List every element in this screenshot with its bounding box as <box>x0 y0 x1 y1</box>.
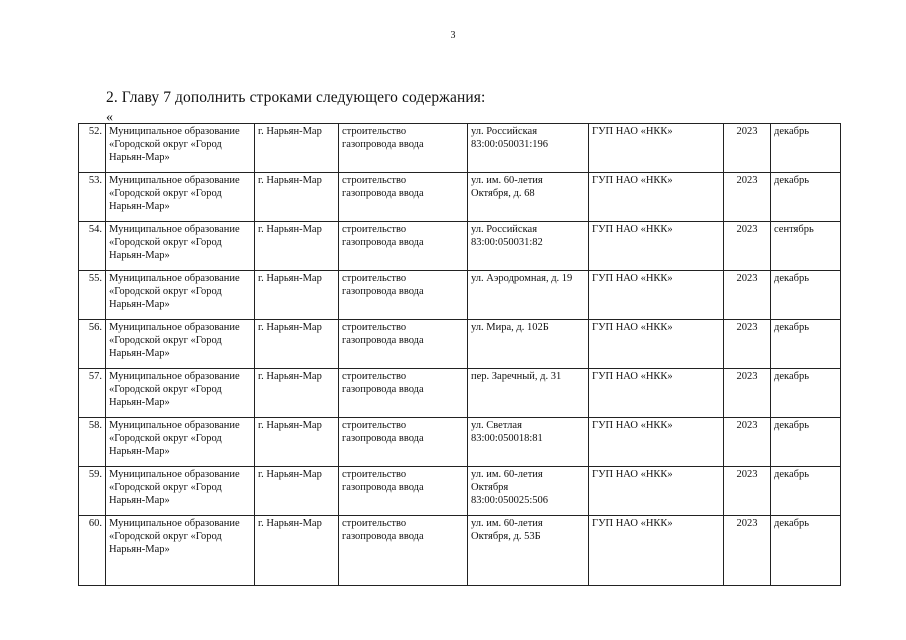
cell-municipal-entity: Муниципальное образование «Городской округ «Город Нарьян-Мар» <box>106 467 255 516</box>
cell-municipal-entity: Муниципальное образование «Городской округ «Город Нарьян-Мар» <box>106 516 255 586</box>
cell-work-type: строительство газопровода ввода <box>339 467 468 516</box>
cell-city: г. Нарьян-Мар <box>255 124 339 173</box>
cell-month: декабрь <box>771 516 841 586</box>
cell-address: ул. Российская 83:00:050031:82 <box>468 222 589 271</box>
cell-month: декабрь <box>771 320 841 369</box>
cell-row-number: 54. <box>79 222 106 271</box>
section-heading: 2. Главу 7 дополнить строками следующего содержания: <box>106 89 486 106</box>
cell-month: декабрь <box>771 369 841 418</box>
cell-organization: ГУП НАО «НКК» <box>589 222 724 271</box>
cell-organization: ГУП НАО «НКК» <box>589 467 724 516</box>
table-row <box>79 320 841 369</box>
cell-month: сентябрь <box>771 222 841 271</box>
cell-organization: ГУП НАО «НКК» <box>589 320 724 369</box>
table-row <box>79 369 841 418</box>
cell-work-type: строительство газопровода ввода <box>339 320 468 369</box>
cell-city: г. Нарьян-Мар <box>255 369 339 418</box>
cell-address: ул. Российская 83:00:050031:196 <box>468 124 589 173</box>
cell-year: 2023 <box>724 271 771 320</box>
cell-address: ул. им. 60-летия Октября, д. 53Б <box>468 516 589 586</box>
cell-city: г. Нарьян-Мар <box>255 173 339 222</box>
amendment-table <box>78 123 841 586</box>
cell-year: 2023 <box>724 516 771 586</box>
cell-work-type: строительство газопровода ввода <box>339 173 468 222</box>
cell-city: г. Нарьян-Мар <box>255 222 339 271</box>
cell-row-number: 52. <box>79 124 106 173</box>
cell-row-number: 60. <box>79 516 106 586</box>
table-row <box>79 271 841 320</box>
cell-city: г. Нарьян-Мар <box>255 320 339 369</box>
cell-work-type: строительство газопровода ввода <box>339 222 468 271</box>
cell-month: декабрь <box>771 271 841 320</box>
cell-city: г. Нарьян-Мар <box>255 418 339 467</box>
cell-municipal-entity: Муниципальное образование «Городской округ «Город Нарьян-Мар» <box>106 369 255 418</box>
cell-address: ул. Мира, д. 102Б <box>468 320 589 369</box>
cell-row-number: 57. <box>79 369 106 418</box>
cell-row-number: 56. <box>79 320 106 369</box>
table-row <box>79 418 841 467</box>
cell-municipal-entity: Муниципальное образование «Городской округ «Город Нарьян-Мар» <box>106 271 255 320</box>
cell-municipal-entity: Муниципальное образование «Городской округ «Город Нарьян-Мар» <box>106 320 255 369</box>
cell-month: декабрь <box>771 467 841 516</box>
cell-organization: ГУП НАО «НКК» <box>589 516 724 586</box>
cell-year: 2023 <box>724 222 771 271</box>
table-row <box>79 467 841 516</box>
cell-city: г. Нарьян-Мар <box>255 516 339 586</box>
cell-year: 2023 <box>724 173 771 222</box>
cell-organization: ГУП НАО «НКК» <box>589 124 724 173</box>
table-row <box>79 516 841 586</box>
table-body <box>79 124 841 586</box>
table-row <box>79 173 841 222</box>
cell-municipal-entity: Муниципальное образование «Городской округ «Город Нарьян-Мар» <box>106 222 255 271</box>
cell-row-number: 59. <box>79 467 106 516</box>
table-row <box>79 222 841 271</box>
table-row <box>79 124 841 173</box>
cell-row-number: 53. <box>79 173 106 222</box>
cell-organization: ГУП НАО «НКК» <box>589 369 724 418</box>
cell-year: 2023 <box>724 124 771 173</box>
cell-row-number: 58. <box>79 418 106 467</box>
cell-municipal-entity: Муниципальное образование «Городской округ «Город Нарьян-Мар» <box>106 173 255 222</box>
cell-work-type: строительство газопровода ввода <box>339 124 468 173</box>
cell-municipal-entity: Муниципальное образование «Городской округ «Город Нарьян-Мар» <box>106 124 255 173</box>
cell-work-type: строительство газопровода ввода <box>339 516 468 586</box>
cell-year: 2023 <box>724 418 771 467</box>
cell-year: 2023 <box>724 467 771 516</box>
page-number: 3 <box>450 30 456 41</box>
cell-work-type: строительство газопровода ввода <box>339 271 468 320</box>
cell-month: декабрь <box>771 418 841 467</box>
cell-city: г. Нарьян-Мар <box>255 271 339 320</box>
cell-work-type: строительство газопровода ввода <box>339 369 468 418</box>
cell-work-type: строительство газопровода ввода <box>339 418 468 467</box>
cell-address: ул. им. 60-летия Октября 83:00:050025:506 <box>468 467 589 516</box>
cell-organization: ГУП НАО «НКК» <box>589 173 724 222</box>
cell-city: г. Нарьян-Мар <box>255 467 339 516</box>
cell-address: ул. Светлая 83:00:050018:81 <box>468 418 589 467</box>
cell-organization: ГУП НАО «НКК» <box>589 271 724 320</box>
cell-address: ул. им. 60-летия Октября, д. 68 <box>468 173 589 222</box>
opening-quote: « <box>106 110 113 125</box>
cell-municipal-entity: Муниципальное образование «Городской округ «Город Нарьян-Мар» <box>106 418 255 467</box>
cell-address: ул. Аэродромная, д. 19 <box>468 271 589 320</box>
cell-address: пер. Заречный, д. 31 <box>468 369 589 418</box>
cell-year: 2023 <box>724 369 771 418</box>
cell-month: декабрь <box>771 173 841 222</box>
cell-row-number: 55. <box>79 271 106 320</box>
cell-year: 2023 <box>724 320 771 369</box>
cell-organization: ГУП НАО «НКК» <box>589 418 724 467</box>
cell-month: декабрь <box>771 124 841 173</box>
